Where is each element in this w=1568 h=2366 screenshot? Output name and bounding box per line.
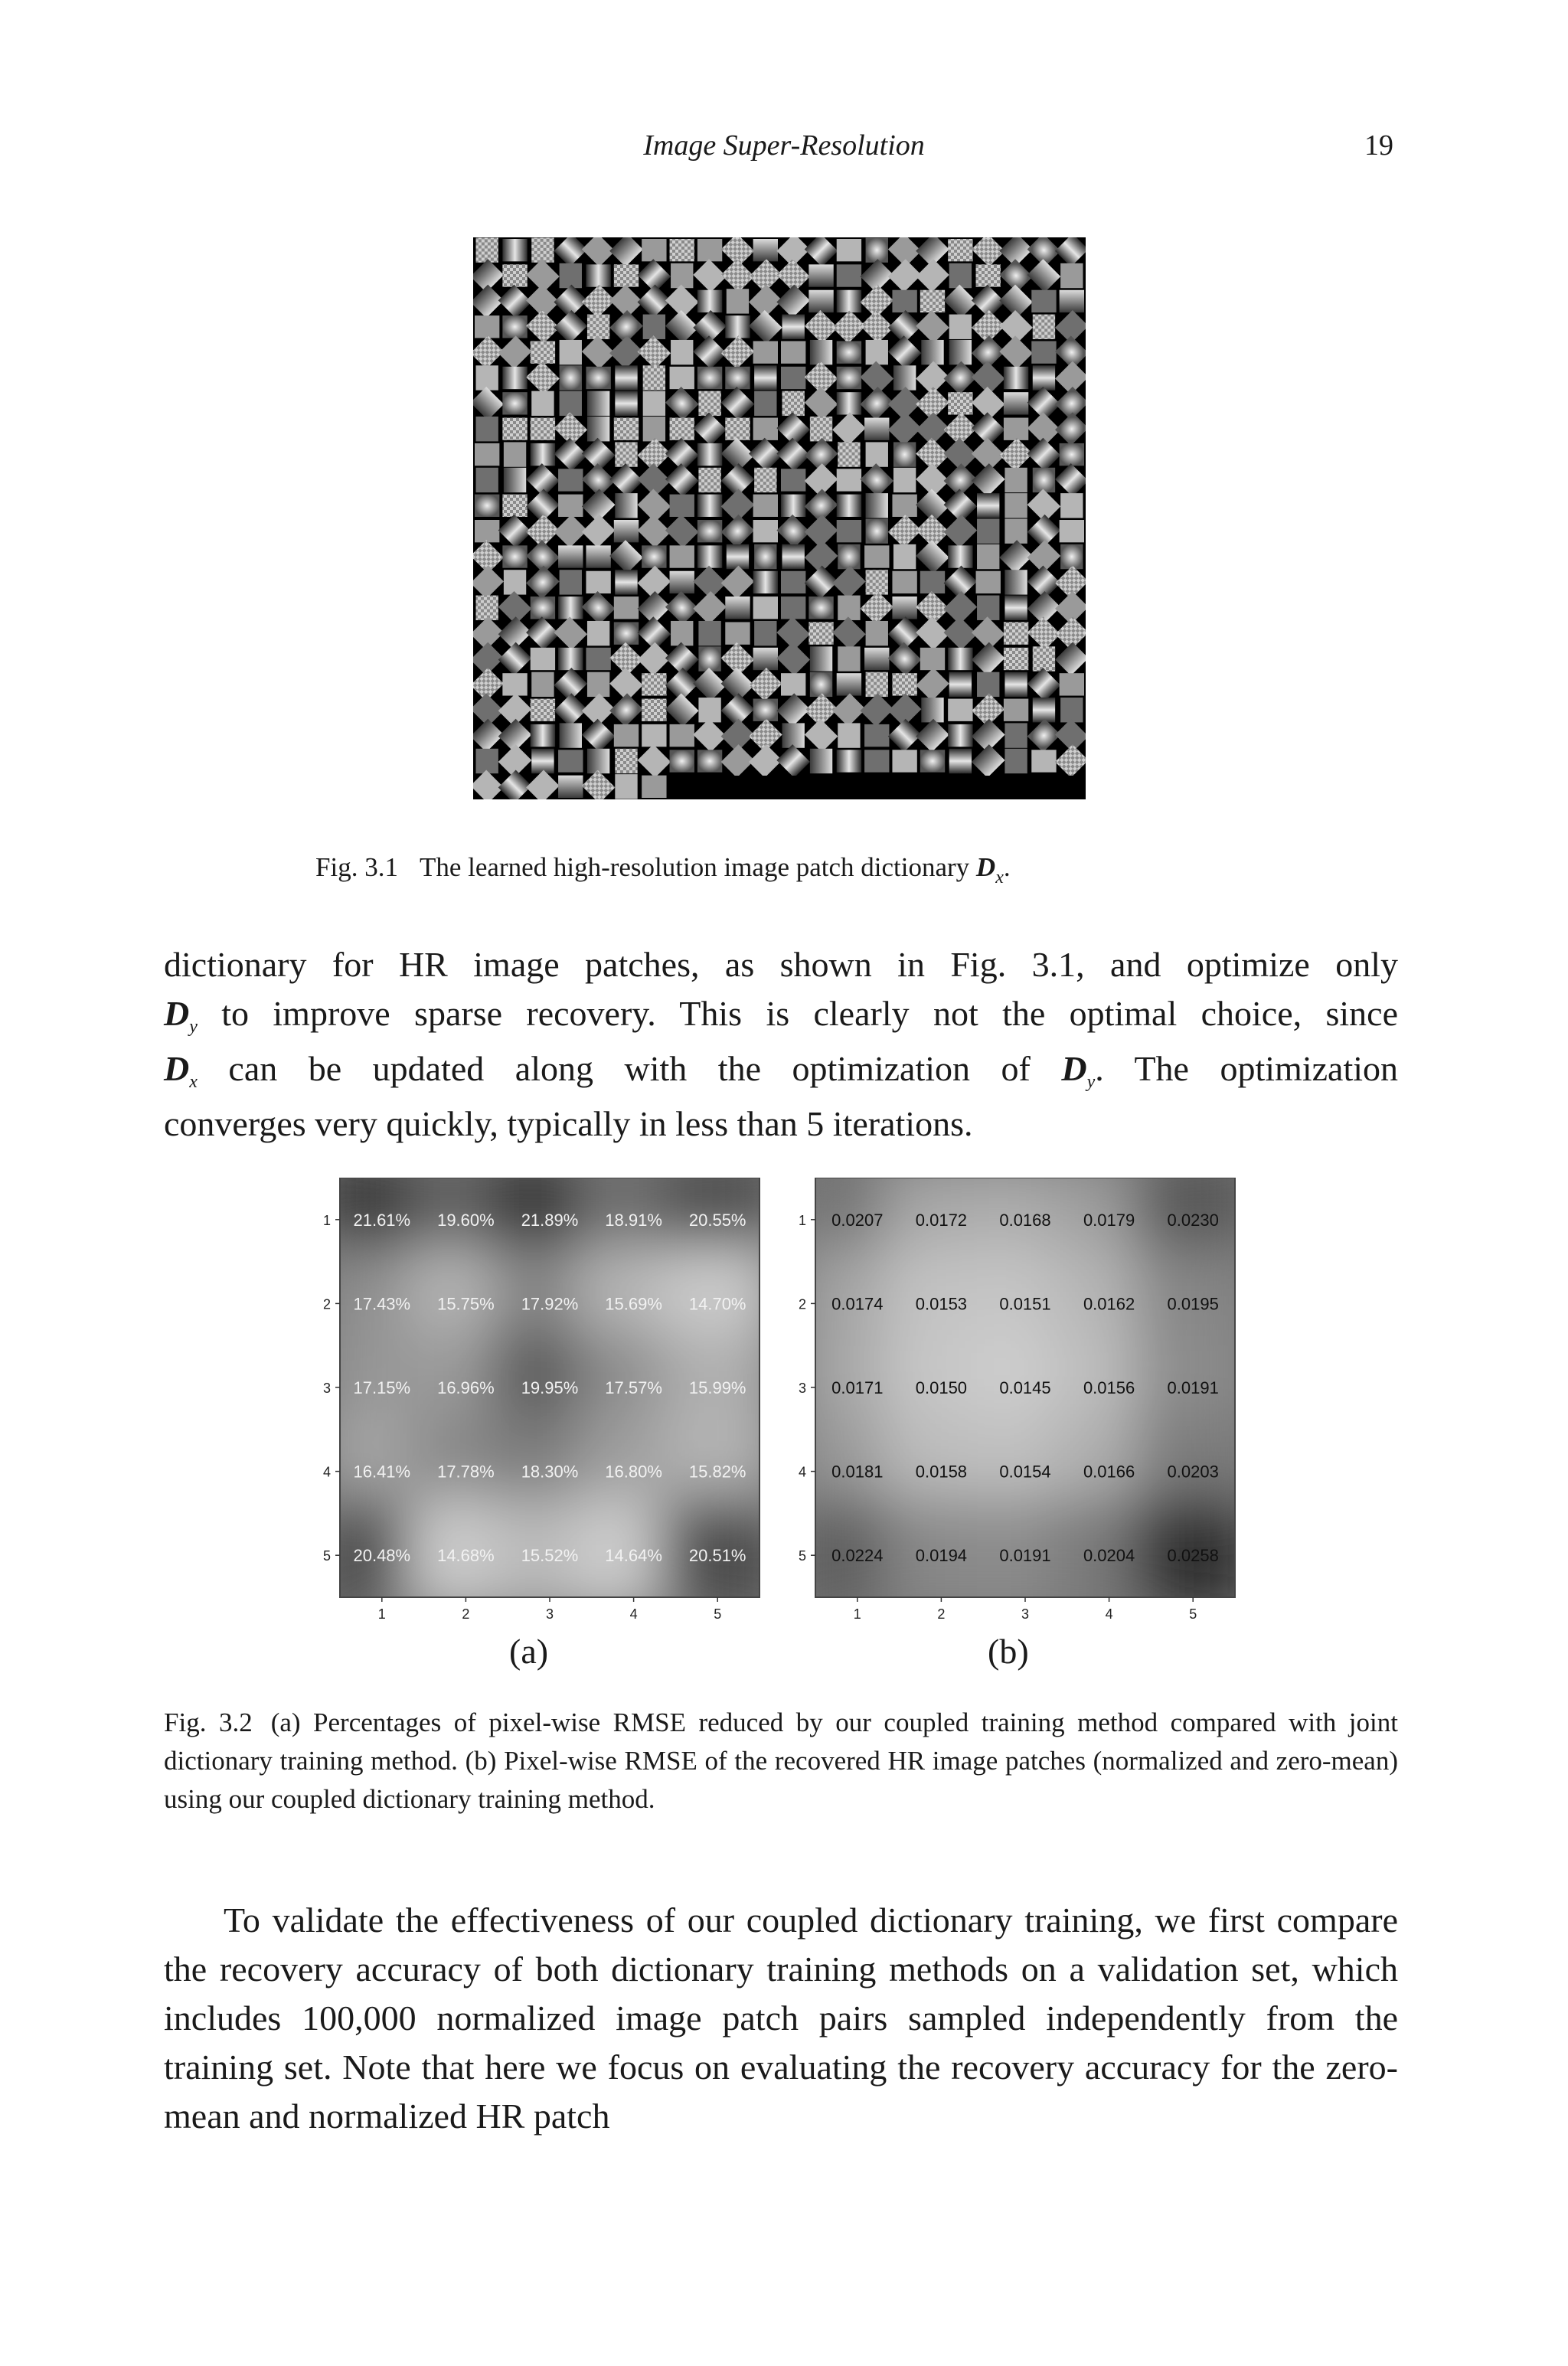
heatmap-value-label: 17.78% [437,1462,495,1482]
heatmap-value-label: 20.55% [688,1210,746,1230]
heatmap-value-label: 0.0191 [1167,1378,1219,1397]
heatmap-x-tick-label: 5 [714,1606,722,1622]
heatmap-value-label: 0.0150 [915,1378,968,1397]
heatmap-x-tick-label: 1 [377,1606,386,1622]
heatmap-value-label: 16.80% [605,1462,662,1482]
heatmap-y-tick-label: 3 [322,1381,331,1396]
paragraph-1-line-1: dictionary for HR image patches, as shown in Fig. 3.1, and optimize only [164,945,1398,984]
heatmap-x-tick-label: 2 [462,1606,470,1622]
heatmap-x-tick-label: 3 [1021,1606,1030,1622]
heatmap-value-label: 15.52% [521,1546,579,1566]
heatmap-value-label: 0.0156 [1083,1378,1135,1397]
heatmap-y-tick-label: 5 [322,1548,331,1564]
heatmap-value-label: 21.61% [353,1210,411,1230]
heatmap-value-label: 15.82% [688,1462,746,1482]
figure-3-1-label: Fig. 3.1 [315,852,398,882]
paragraph-1 [164,940,1398,1149]
heatmap-value-label: 20.51% [688,1546,746,1566]
paragraph-1-line-2: Dy to improve sparse recovery. This is clearly not the optimal choice, since [164,994,1398,1037]
heatmap-value-label: 0.0258 [1167,1546,1219,1566]
dictionary-empty-area [680,776,1086,799]
heatmap-x-tick-label: 4 [1105,1606,1113,1622]
heatmap-value-label: 16.41% [353,1462,411,1482]
figure-3-2-label: Fig. 3.2 [164,1708,253,1737]
heatmap-value-label: 0.0204 [1083,1546,1135,1566]
heatmap-y-tick-label: 1 [798,1212,806,1228]
paragraph-2 [164,1896,1398,2141]
heatmap-value-label: 0.0171 [831,1378,884,1397]
heatmap-value-label: 18.91% [605,1210,662,1230]
heatmap-value-label: 18.30% [521,1462,579,1482]
heatmap-value-label: 19.95% [521,1378,579,1397]
heatmap-value-label: 0.0195 [1167,1294,1219,1314]
paragraph-1-line-3: Dx can be updated along with the optimization of Dy. The optimization [164,1049,1399,1092]
heatmap-value-label: 14.68% [437,1546,495,1566]
heatmap-y-tick-label: 4 [798,1464,806,1480]
page-number: 19 [1364,129,1393,162]
heatmap-value-label: 15.99% [688,1378,746,1397]
heatmap-value-label: 20.48% [353,1546,411,1566]
heatmap-x-tick-label: 5 [1189,1606,1197,1622]
figure-3-2-caption [164,1704,1398,1819]
heatmap-x-tick-label: 3 [545,1606,554,1622]
heatmap-a [317,1178,769,1622]
heatmap-x-tick-label: 1 [853,1606,861,1622]
heatmap-value-label: 16.96% [437,1378,495,1397]
heatmap-value-label: 0.0181 [831,1462,884,1482]
heatmap-y-tick-label: 4 [322,1464,331,1480]
paragraph-1-line-4: converges very quickly, typically in less than 5 iterations. [164,1104,973,1143]
heatmap-y-tick-label: 2 [798,1296,806,1312]
heatmap-value-label: 0.0162 [1083,1294,1135,1314]
heatmap-value-label: 0.0179 [1083,1210,1135,1230]
dictionary-patch-grid [473,237,1086,799]
heatmap-value-label: 14.70% [688,1294,746,1314]
heatmap-x-tick-label: 4 [629,1606,638,1622]
heatmap-value-label: 0.0207 [831,1210,884,1230]
heatmap-value-label: 0.0168 [999,1210,1051,1230]
heatmap-value-label: 0.0172 [915,1210,968,1230]
heatmap-value-label: 0.0145 [999,1378,1051,1397]
paragraph-2-text: To validate the effectiveness of our coupled dictionary training, we first compare the recovery accuracy of both dictionary training methods on a validation set, which includes 100,000 normalized image patch pairs sampled independently from the training set. Note that here we focus on evaluating the recovery accuracy for the zero-mean and normalized HR patch [164,1900,1398,2136]
heatmap-value-label: 0.0191 [999,1546,1051,1566]
heatmap-value-label: 0.0194 [915,1546,968,1566]
heatmap-value-label: 0.0230 [1167,1210,1219,1230]
running-header-title: Image Super-Resolution [643,129,925,162]
heatmap-value-label: 0.0158 [915,1462,968,1482]
heatmap-value-label: 14.64% [605,1546,662,1566]
heatmap-value-label: 0.0153 [915,1294,968,1314]
subfigure-label-a: (a) [509,1632,549,1671]
heatmap-value-label: 15.69% [605,1294,662,1314]
heatmap-value-label: 15.75% [437,1294,495,1314]
heatmap-value-label: 0.0224 [831,1546,884,1566]
heatmap-a-svg [317,1178,769,1622]
heatmap-y-tick-label: 1 [322,1212,331,1228]
heatmap-value-label: 17.43% [353,1294,411,1314]
heatmap-b [792,1178,1244,1622]
heatmap-value-label: 17.15% [353,1378,411,1397]
heatmap-y-tick-label: 3 [798,1381,806,1396]
heatmap-value-label: 17.57% [605,1378,662,1397]
figure-3-2-caption-text: (a) Percentages of pixel-wise RMSE reduced by our coupled training method compared with joint dictionary training method. (b) Pixel-wise RMSE of the recovered HR image patches (normalized and zero-mean) using our coupled dictionary training method. [164,1708,1398,1814]
heatmap-b-svg [792,1178,1244,1622]
heatmap-y-tick-label: 2 [322,1296,331,1312]
figure-3-1-caption-text: The learned high-resolution image patch dictionary [419,852,970,882]
heatmap-value-label: 0.0174 [831,1294,884,1314]
figure-3-1-caption: Fig. 3.1 The learned high-resolution image patch dictionary $D_x$. [315,852,1011,887]
subfigure-label-b: (b) [988,1632,1029,1671]
heatmap-value-label: 19.60% [437,1210,495,1230]
heatmap-value-label: 0.0154 [999,1462,1051,1482]
dictionary-patch-image [473,237,1086,799]
heatmap-value-label: 0.0203 [1167,1462,1219,1482]
heatmap-value-label: 17.92% [521,1294,579,1314]
heatmap-y-tick-label: 5 [798,1548,806,1564]
symbol-dx: $D_x$ [975,852,1004,887]
heatmap-value-label: 21.89% [521,1210,579,1230]
heatmap-value-label: 0.0166 [1083,1462,1135,1482]
heatmap-x-tick-label: 2 [937,1606,946,1622]
heatmap-value-label: 0.0151 [999,1294,1051,1314]
